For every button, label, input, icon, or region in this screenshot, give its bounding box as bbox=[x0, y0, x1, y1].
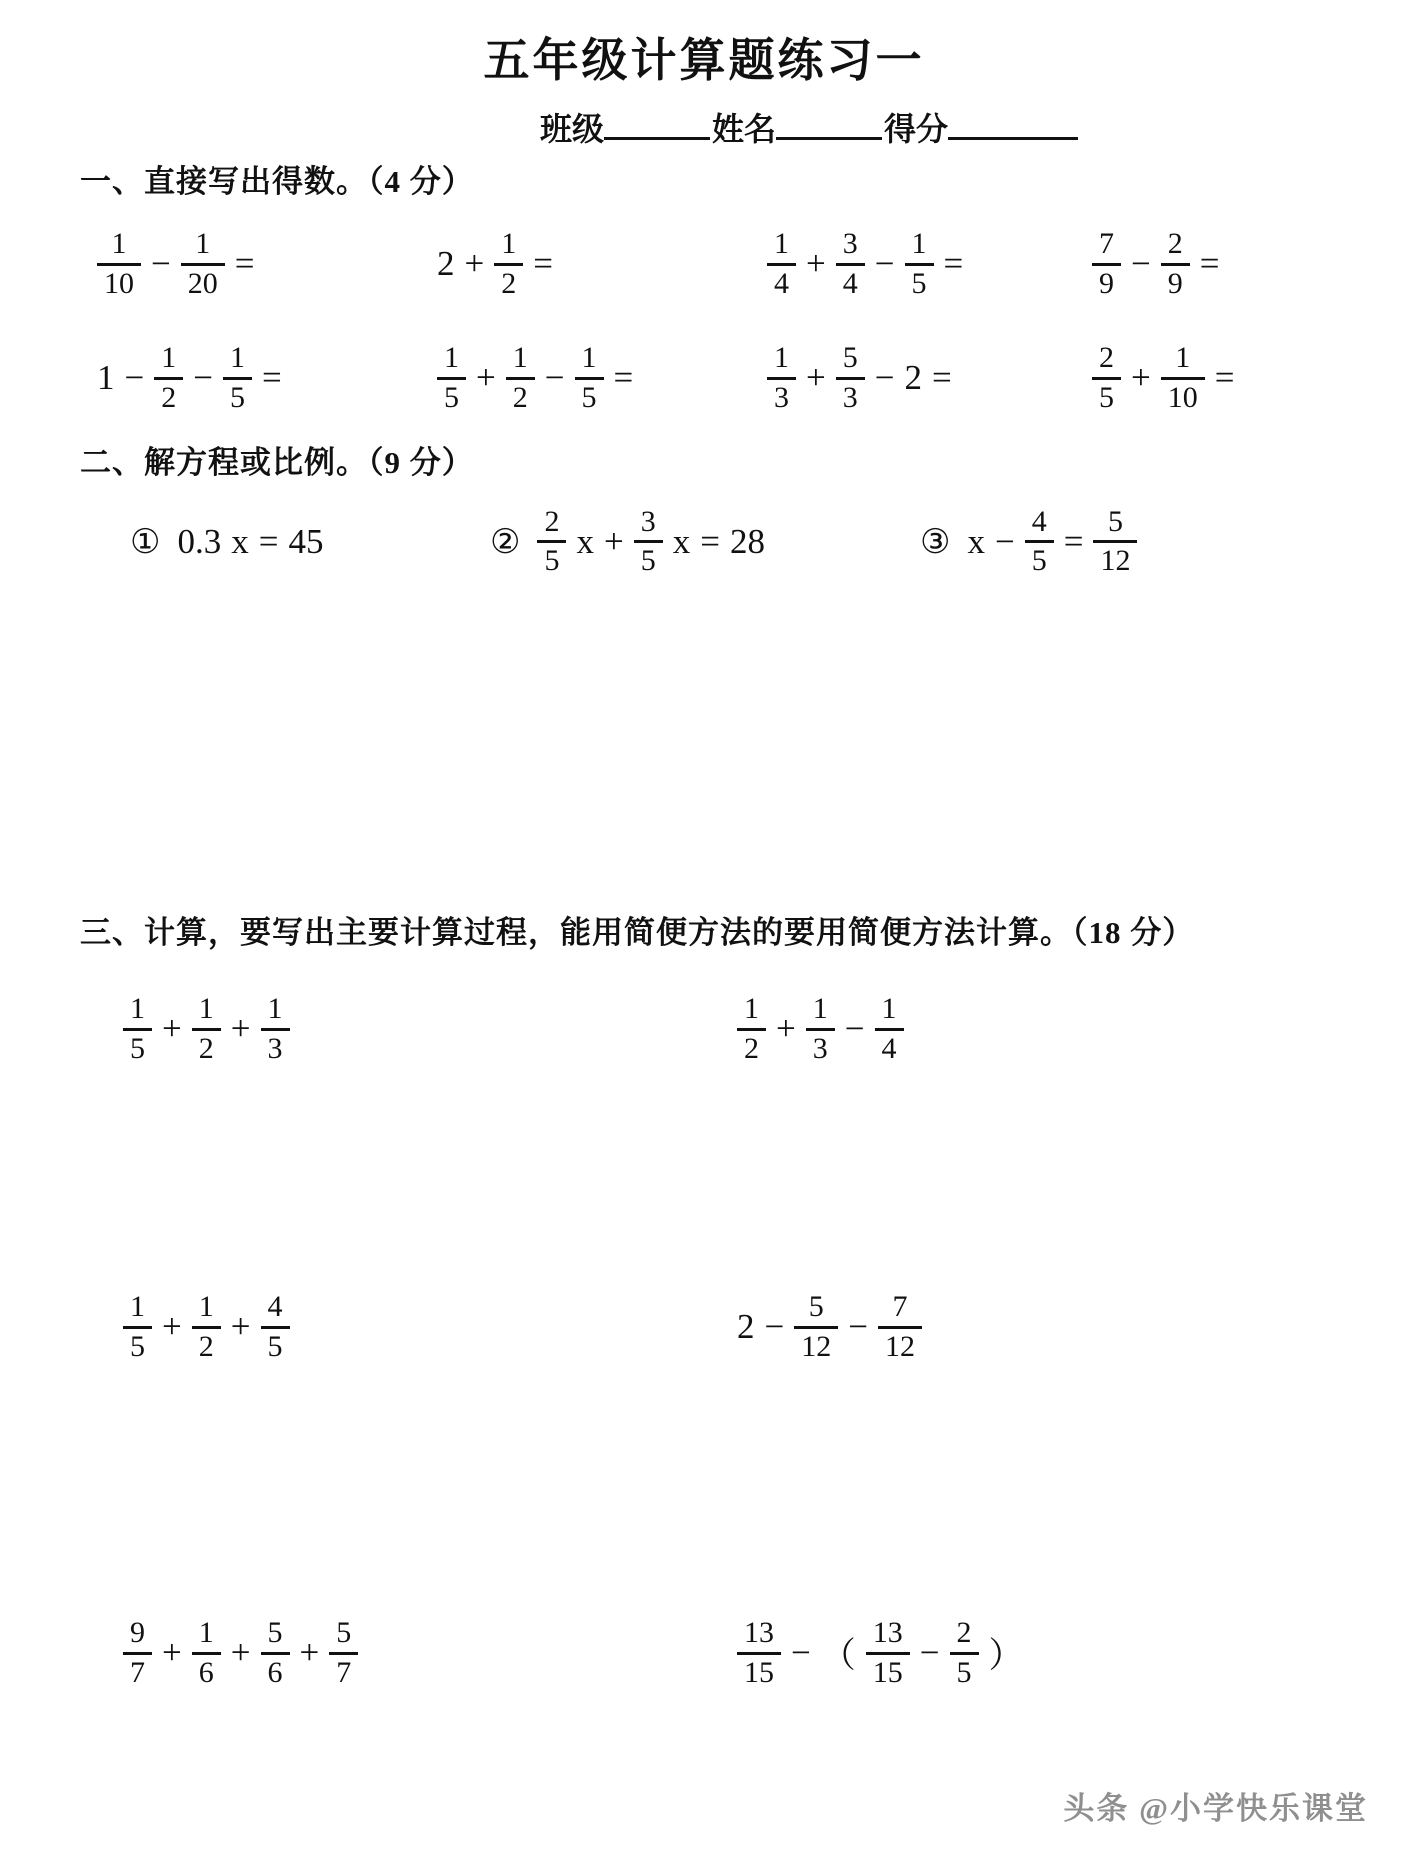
fraction-numerator: 4 bbox=[267, 1290, 283, 1323]
math-token: = bbox=[1214, 358, 1235, 397]
fraction bbox=[123, 991, 152, 1067]
math-token: + bbox=[776, 1009, 796, 1048]
math-token: + bbox=[230, 1307, 251, 1346]
fraction bbox=[192, 1615, 221, 1691]
fraction-numerator: 1 bbox=[130, 992, 145, 1025]
problem-expression bbox=[92, 340, 432, 416]
fraction-numerator: 5 bbox=[336, 1616, 352, 1649]
fraction-numerator: 2 bbox=[1167, 227, 1183, 260]
fraction-denominator: 5 bbox=[950, 1652, 979, 1692]
fraction bbox=[154, 340, 183, 416]
fraction-numerator: 1 bbox=[581, 341, 597, 374]
fraction-denominator: 3 bbox=[836, 377, 865, 417]
fraction-denominator: 9 bbox=[1161, 263, 1190, 303]
fraction-denominator: 2 bbox=[192, 1028, 221, 1068]
math-token: − bbox=[1131, 244, 1151, 283]
fraction bbox=[494, 226, 523, 302]
toutiao-watermark: 头条 @小学快乐课堂 bbox=[1063, 1791, 1368, 1826]
equation-item bbox=[130, 522, 490, 562]
math-token: = bbox=[258, 521, 279, 561]
fraction-numerator: 13 bbox=[744, 1616, 774, 1649]
equation-item bbox=[490, 504, 920, 580]
fraction-denominator: 5 bbox=[437, 377, 466, 417]
fraction-denominator: 5 bbox=[1092, 377, 1121, 417]
math-token: 45 bbox=[288, 521, 324, 561]
math-token: − bbox=[994, 521, 1015, 561]
fraction bbox=[737, 991, 766, 1067]
problem-expression bbox=[1087, 340, 1240, 416]
fraction bbox=[806, 991, 835, 1067]
score-label: 得分 bbox=[884, 111, 949, 147]
math-token: + bbox=[230, 1633, 251, 1672]
fraction-numerator: 1 bbox=[198, 1290, 214, 1323]
fraction-denominator: 15 bbox=[866, 1652, 910, 1692]
fraction-numerator: 3 bbox=[640, 504, 656, 538]
fraction-numerator: 5 bbox=[842, 341, 858, 374]
math-token: − bbox=[544, 358, 565, 397]
fraction-denominator: 3 bbox=[767, 377, 796, 417]
fraction bbox=[836, 340, 865, 416]
fraction-numerator: 1 bbox=[774, 341, 789, 374]
fraction-denominator: 2 bbox=[737, 1028, 766, 1068]
fraction bbox=[1092, 340, 1121, 416]
math-token: − bbox=[124, 358, 145, 397]
math-token: + bbox=[299, 1633, 320, 1672]
math-token: = bbox=[943, 244, 964, 283]
section1-heading: 一、直接写出得数。（4 分） bbox=[80, 164, 474, 199]
section2-heading: 二、解方程或比例。（9 分） bbox=[80, 445, 474, 480]
class-field bbox=[540, 104, 712, 150]
equation-expression bbox=[172, 522, 328, 562]
fraction bbox=[261, 1289, 290, 1365]
problem-expression bbox=[732, 1289, 927, 1365]
fraction-numerator: 7 bbox=[1099, 227, 1114, 260]
fraction-denominator: 4 bbox=[875, 1028, 904, 1068]
fraction-numerator: 1 bbox=[512, 341, 528, 374]
fraction bbox=[737, 1615, 781, 1691]
math-token: x bbox=[672, 521, 691, 561]
fraction-denominator: 12 bbox=[878, 1326, 922, 1366]
fraction-numerator: 1 bbox=[198, 1616, 214, 1649]
equation-expression bbox=[532, 504, 770, 580]
math-token: − bbox=[919, 1633, 940, 1672]
math-token: − bbox=[791, 1633, 811, 1672]
math-token: + bbox=[162, 1009, 182, 1048]
problem-expression bbox=[118, 1289, 732, 1365]
fraction bbox=[1092, 226, 1121, 302]
problem-expression bbox=[762, 340, 1087, 416]
math-token: − bbox=[764, 1307, 785, 1346]
fraction-denominator: 3 bbox=[806, 1028, 835, 1068]
fraction-numerator: 2 bbox=[1099, 341, 1114, 374]
fraction bbox=[506, 340, 535, 416]
math-token: − bbox=[848, 1307, 868, 1346]
circled-number: ③ bbox=[920, 523, 951, 561]
math-token: + bbox=[806, 244, 826, 283]
fraction-denominator: 9 bbox=[1092, 263, 1121, 303]
fraction-numerator: 1 bbox=[744, 992, 759, 1025]
math-token: （ bbox=[820, 1636, 856, 1675]
fraction-denominator: 7 bbox=[329, 1652, 358, 1692]
fraction-numerator: 1 bbox=[501, 227, 517, 260]
fraction-numerator: 5 bbox=[808, 1290, 824, 1323]
fraction-numerator: 1 bbox=[267, 992, 283, 1025]
fraction-numerator: 2 bbox=[544, 504, 560, 538]
fraction-numerator: 5 bbox=[267, 1616, 283, 1649]
fraction-denominator: 15 bbox=[737, 1652, 781, 1692]
math-token: = bbox=[533, 244, 553, 283]
fraction-denominator: 5 bbox=[575, 377, 604, 417]
fraction-numerator: 5 bbox=[1107, 504, 1123, 538]
fraction bbox=[767, 340, 796, 416]
fraction-denominator: 5 bbox=[1025, 540, 1054, 580]
name-label: 姓名 bbox=[712, 111, 777, 147]
fraction bbox=[905, 226, 934, 302]
fraction-denominator: 4 bbox=[836, 263, 865, 303]
fraction-denominator: 2 bbox=[494, 263, 523, 303]
fraction bbox=[875, 991, 904, 1067]
problem-expression bbox=[432, 226, 762, 302]
math-token: − bbox=[874, 358, 895, 397]
fraction-numerator: 2 bbox=[956, 1616, 972, 1649]
fraction-denominator: 5 bbox=[123, 1326, 152, 1366]
fraction bbox=[97, 226, 141, 302]
name-field bbox=[712, 104, 884, 150]
problem-expression bbox=[762, 226, 1087, 302]
problem-expression bbox=[92, 226, 432, 302]
section3-pair3 bbox=[118, 1604, 1408, 1702]
fraction-numerator: 7 bbox=[892, 1290, 908, 1323]
score-blank-line bbox=[948, 107, 1078, 140]
fraction bbox=[261, 1615, 290, 1691]
fraction bbox=[1093, 504, 1137, 580]
math-token: − bbox=[151, 244, 171, 283]
math-token: x bbox=[231, 521, 249, 561]
math-token: 2 bbox=[904, 358, 922, 397]
math-token: = bbox=[234, 244, 255, 283]
problem-expression bbox=[732, 991, 909, 1067]
fraction bbox=[437, 340, 466, 416]
math-token: 2 bbox=[437, 244, 455, 283]
fraction-denominator: 6 bbox=[192, 1652, 221, 1692]
fraction bbox=[878, 1289, 922, 1365]
section2-equations bbox=[130, 494, 1408, 589]
fraction bbox=[537, 504, 566, 580]
math-token: = bbox=[1063, 521, 1084, 561]
fraction bbox=[866, 1615, 910, 1691]
math-token: + bbox=[162, 1633, 182, 1672]
fraction-denominator: 5 bbox=[223, 377, 252, 417]
fraction bbox=[329, 1615, 358, 1691]
equation-item bbox=[920, 504, 1142, 580]
problem-expression bbox=[118, 1615, 732, 1691]
math-token: = bbox=[262, 358, 282, 397]
fraction bbox=[634, 504, 663, 580]
math-token: ） bbox=[988, 1636, 1024, 1675]
math-token: − bbox=[874, 244, 895, 283]
section3-pair1 bbox=[118, 980, 1408, 1078]
fraction-denominator: 5 bbox=[123, 1028, 152, 1068]
fraction-denominator: 5 bbox=[261, 1326, 290, 1366]
math-token: 2 bbox=[737, 1307, 755, 1346]
fraction-numerator: 1 bbox=[130, 1290, 145, 1323]
fraction-numerator: 1 bbox=[195, 227, 211, 260]
fraction bbox=[575, 340, 604, 416]
fraction-numerator: 13 bbox=[872, 1616, 903, 1649]
math-token: = bbox=[932, 358, 952, 397]
math-token: − bbox=[844, 1009, 865, 1048]
fraction bbox=[123, 1289, 152, 1365]
fraction bbox=[1025, 504, 1054, 580]
math-token: + bbox=[806, 358, 826, 397]
fraction-numerator: 4 bbox=[1031, 504, 1047, 538]
math-token: = bbox=[613, 358, 634, 397]
fraction bbox=[836, 226, 865, 302]
math-token: + bbox=[603, 521, 624, 561]
fraction-denominator: 3 bbox=[261, 1028, 290, 1068]
page-title: 五年级计算题练习一 bbox=[483, 35, 925, 86]
math-token: + bbox=[162, 1307, 182, 1346]
problem-expression bbox=[1087, 226, 1225, 302]
fraction-denominator: 12 bbox=[1093, 540, 1137, 580]
fraction-denominator: 5 bbox=[634, 540, 663, 580]
fraction-numerator: 1 bbox=[812, 992, 828, 1025]
math-token: = bbox=[1199, 244, 1220, 283]
fraction-denominator: 10 bbox=[1161, 377, 1205, 417]
fraction-denominator: 2 bbox=[192, 1326, 221, 1366]
fraction bbox=[950, 1615, 979, 1691]
fraction bbox=[767, 226, 796, 302]
circled-number: ② bbox=[490, 523, 521, 561]
fraction-denominator: 4 bbox=[767, 263, 796, 303]
math-token: 0.3 bbox=[177, 521, 222, 561]
fraction bbox=[181, 226, 225, 302]
fraction-denominator: 12 bbox=[794, 1326, 838, 1366]
fraction-numerator: 1 bbox=[161, 341, 177, 374]
fraction-denominator: 2 bbox=[154, 377, 183, 417]
problem-expression bbox=[432, 340, 762, 416]
class-label: 班级 bbox=[540, 111, 605, 147]
name-blank-line bbox=[776, 107, 882, 140]
section1-row1 bbox=[92, 215, 1408, 313]
score-field bbox=[884, 104, 1080, 150]
math-token: − bbox=[193, 358, 213, 397]
math-token: + bbox=[1131, 358, 1151, 397]
fraction-denominator: 10 bbox=[97, 263, 141, 303]
math-token: 28 bbox=[729, 521, 765, 561]
fraction bbox=[1161, 340, 1205, 416]
fraction-numerator: 1 bbox=[911, 227, 927, 260]
fraction-denominator: 20 bbox=[181, 263, 225, 303]
fraction-denominator: 6 bbox=[261, 1652, 290, 1692]
section3-heading: 三、计算，要写出主要计算过程，能用简便方法的要用简便方法计算。（18 分） bbox=[80, 915, 1195, 950]
fraction bbox=[1161, 226, 1190, 302]
math-token: + bbox=[230, 1009, 251, 1048]
equation-expression bbox=[962, 504, 1142, 580]
fraction bbox=[794, 1289, 838, 1365]
fraction bbox=[261, 991, 290, 1067]
fraction-denominator: 5 bbox=[905, 263, 934, 303]
math-token: x bbox=[967, 521, 985, 561]
fraction bbox=[223, 340, 252, 416]
fraction-denominator: 7 bbox=[123, 1652, 152, 1692]
fraction-numerator: 1 bbox=[881, 992, 897, 1025]
section3-pair2 bbox=[118, 1278, 1408, 1376]
fraction-numerator: 1 bbox=[774, 227, 789, 260]
section1-row2 bbox=[92, 329, 1408, 427]
fraction-denominator: 5 bbox=[537, 540, 566, 580]
math-token: 1 bbox=[97, 358, 115, 397]
circled-number: ① bbox=[130, 523, 161, 561]
fraction-numerator: 1 bbox=[198, 992, 214, 1025]
fraction-denominator: 2 bbox=[506, 377, 535, 417]
fraction bbox=[123, 1615, 152, 1691]
problem-expression bbox=[118, 991, 732, 1067]
math-token: + bbox=[464, 244, 485, 283]
student-info-line bbox=[540, 104, 1408, 146]
fraction-numerator: 1 bbox=[230, 341, 245, 374]
math-token: + bbox=[476, 358, 496, 397]
fraction-numerator: 1 bbox=[111, 227, 127, 260]
fraction-numerator: 1 bbox=[1175, 341, 1191, 374]
class-blank-line bbox=[604, 107, 710, 140]
fraction-numerator: 3 bbox=[842, 227, 858, 260]
fraction bbox=[192, 1289, 221, 1365]
math-token: = bbox=[700, 521, 720, 561]
fraction-numerator: 9 bbox=[130, 1616, 145, 1649]
fraction-numerator: 1 bbox=[444, 341, 459, 374]
math-token: x bbox=[576, 521, 594, 561]
fraction bbox=[192, 991, 221, 1067]
problem-expression bbox=[732, 1615, 1029, 1691]
